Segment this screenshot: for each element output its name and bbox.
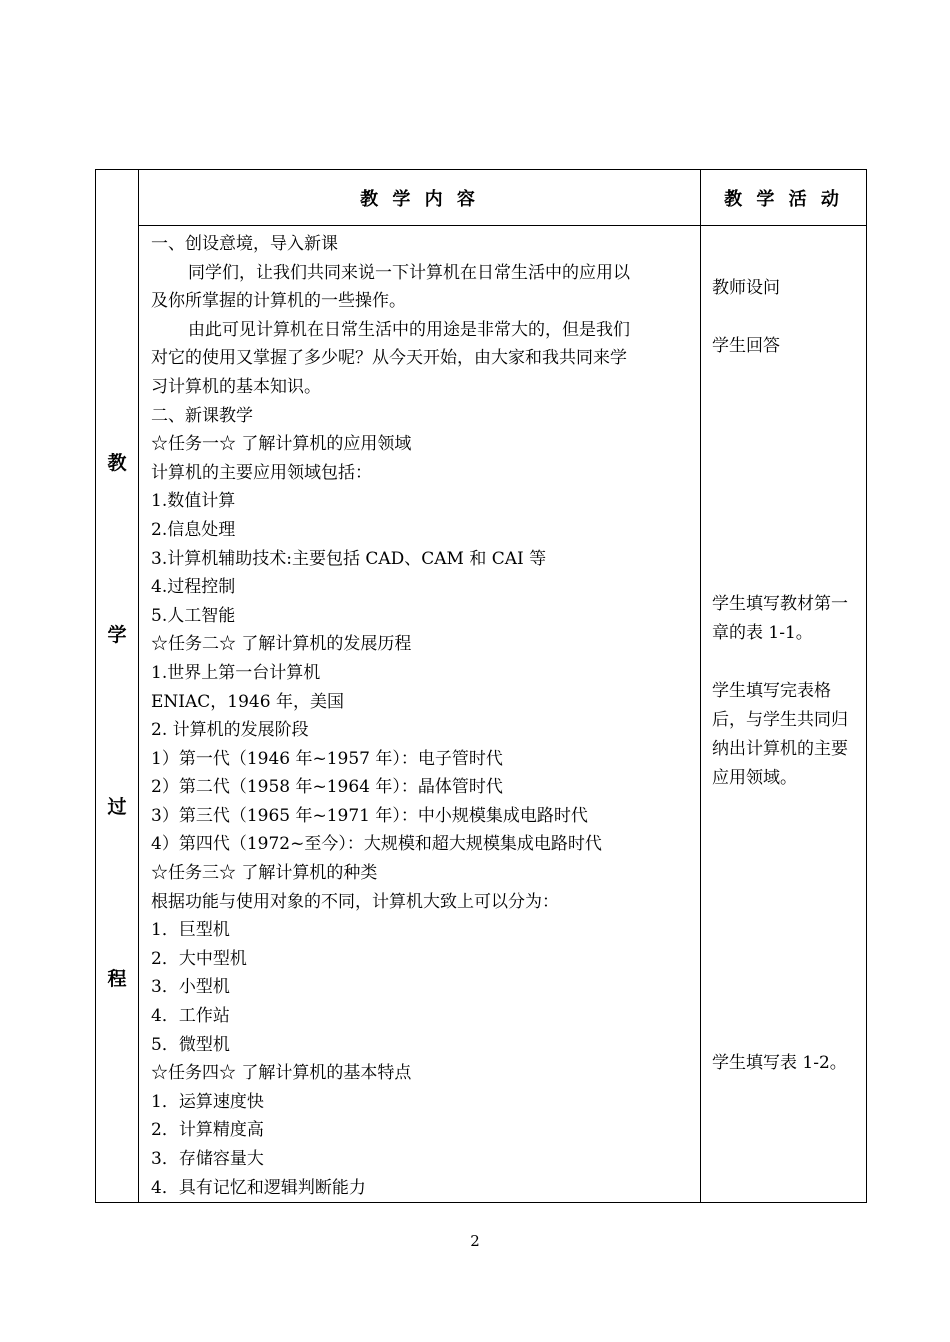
activity-note: 教师设问 — [712, 278, 780, 298]
blank-header-cell — [96, 170, 139, 226]
side-label-char: 过 — [107, 795, 127, 818]
page-number: 2 — [470, 1232, 480, 1250]
content-line: 根据功能与使用对象的不同，计算机大致上可以分为： — [151, 891, 559, 912]
content-line: 2）第二代（1958 年~1964 年）：晶体管时代 — [151, 777, 503, 798]
content-line: 对它的使用又掌握了多少呢？从今天开始，由大家和我共同来学 — [151, 348, 627, 369]
activity-note: 学生填写完表格后，与学生共同归纳出计算机的主要应用领域。 — [712, 681, 848, 788]
content-line: 1．巨型机 — [151, 920, 230, 941]
content-line: ☆任务三☆ 了解计算机的种类 — [151, 863, 378, 884]
content-line: 习计算机的基本知识。 — [151, 376, 321, 397]
content-line: 5.人工智能 — [151, 605, 236, 626]
content-line: 3．存储容量大 — [151, 1149, 264, 1169]
content-line: 5．微型机 — [151, 1034, 230, 1055]
lesson-plan-table — [95, 169, 867, 1203]
content-line: ☆任务四☆ 了解计算机的基本特点 — [151, 1063, 412, 1084]
content-line: 4．具有记忆和逻辑判断能力 — [151, 1177, 366, 1198]
content-line: 2.信息处理 — [151, 519, 236, 540]
content-line: 2. 计算机的发展阶段 — [151, 720, 309, 741]
activity-note: 学生填写表 1-2。 — [712, 1053, 847, 1073]
content-line: 1.数值计算 — [151, 491, 236, 512]
content-line: 同学们，让我们共同来说一下计算机在日常生活中的应用以 — [188, 262, 630, 283]
content-line: 4.过程控制 — [151, 577, 236, 598]
side-label-char: 教 — [107, 451, 127, 474]
content-line: 2．大中型机 — [151, 948, 247, 969]
content-line: 4．工作站 — [151, 1006, 230, 1027]
content-line: 由此可见计算机在日常生活中的用途是非常大的，但是我们 — [188, 319, 630, 340]
content-line: 及你所掌握的计算机的一些操作。 — [151, 291, 406, 312]
table-body-row — [96, 226, 867, 1203]
content-line: 1．运算速度快 — [151, 1091, 264, 1112]
content-line: 3）第三代（1965 年~1971 年）：中小规模集成电路时代 — [151, 805, 588, 826]
content-line: ENIAC，1946 年，美国 — [151, 691, 344, 712]
content-line: 二、新课教学 — [151, 405, 253, 426]
content-line: ☆任务一☆ 了解计算机的应用领域 — [151, 434, 412, 455]
content-line: 1.世界上第一台计算机 — [151, 662, 321, 683]
content-line: 3.计算机辅助技术:主要包括 CAD、CAM 和 CAI 等 — [151, 548, 547, 569]
activity-header: 教 学 活 动 — [701, 170, 867, 226]
content-line: ☆任务二☆ 了解计算机的发展历程 — [151, 634, 412, 655]
side-label-char: 学 — [107, 623, 127, 646]
content-line: 计算机的主要应用领域包括： — [151, 462, 372, 483]
content-line: 2．计算精度高 — [151, 1120, 264, 1141]
side-label-cell — [96, 226, 139, 1203]
table-header-row — [96, 170, 867, 226]
content-line: 3．小型机 — [151, 977, 230, 998]
content-line: 1）第一代（1946 年~1957 年）：电子管时代 — [151, 748, 503, 769]
content-cell — [139, 226, 701, 1203]
content-header: 教 学 内 容 — [139, 170, 701, 226]
side-label-char: 程 — [107, 967, 127, 990]
content-line: 4）第四代（1972~至今）：大规模和超大规模集成电路时代 — [151, 834, 602, 855]
activity-note: 学生填写教材第一章的表 1-1。 — [712, 594, 848, 643]
activity-cell — [701, 226, 867, 1203]
activity-note: 学生回答 — [712, 336, 780, 356]
content-line: 一、创设意境，导入新课 — [151, 234, 338, 254]
